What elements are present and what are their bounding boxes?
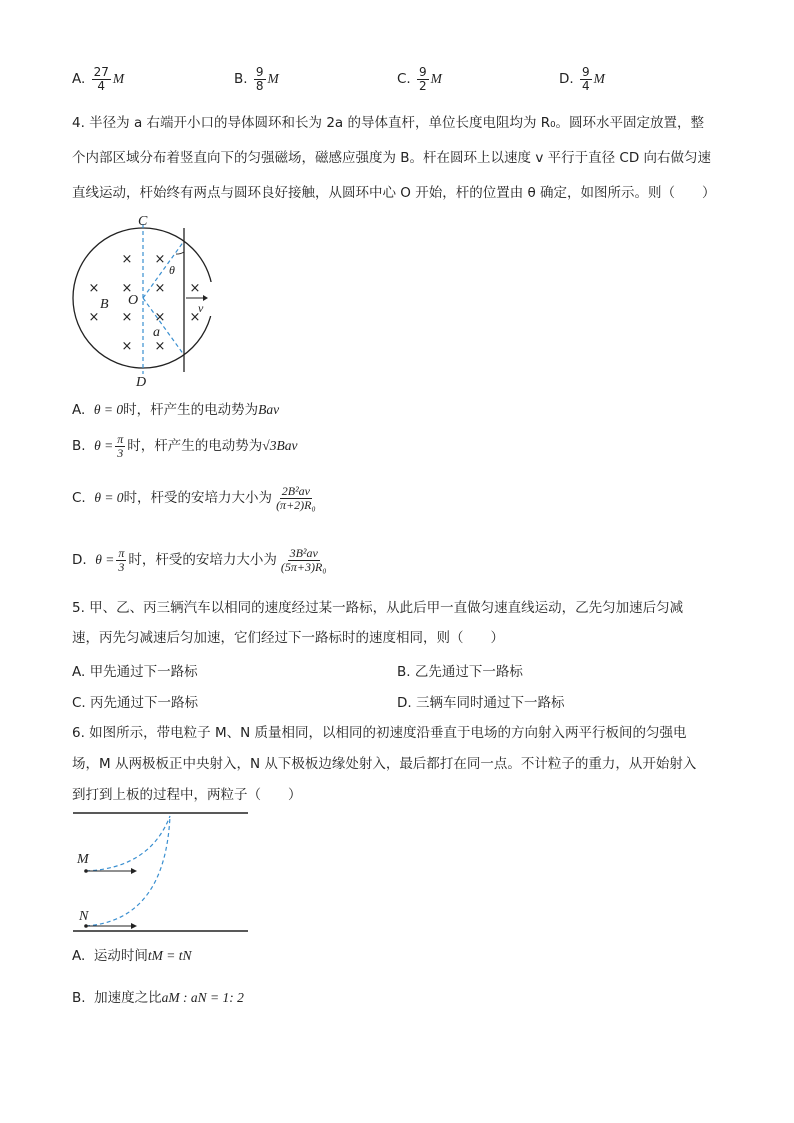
fraction: $\frac{\text{3B²av}}{\text{(5π+3)R₀}}$ <box>280 545 327 574</box>
label-n: N <box>79 909 89 924</box>
velocity-arrowhead <box>203 295 208 301</box>
trajectory-m <box>86 816 170 871</box>
option-label: C. <box>397 71 411 88</box>
fraction: $\frac{9}{2}$ <box>419 65 427 93</box>
label-theta: θ <box>169 263 175 277</box>
ring-gap <box>208 282 218 316</box>
q5-option-b: B. 乙先通过下一路标 <box>397 664 523 680</box>
theta-arc <box>176 252 184 254</box>
label-v: v <box>198 301 204 315</box>
q4-option-d: D. θ = $\frac{\pi}{3}$ 时，杆受的安培力大小为 $\frac{\text{3B²av}}{\text{(5π+3)R₀}}$ <box>72 545 327 574</box>
q6-stem-line-1: 6. 如图所示，带电粒子 M、N 质量相同，以相同的初速度沿垂直于电场的方向射入两平行板间的匀强电 <box>72 725 687 741</box>
cross-mark: × <box>121 281 133 296</box>
cross-mark: × <box>121 339 133 354</box>
q3-option-a: A. $\frac{27}{4}$ M <box>72 65 125 93</box>
option-label: B. <box>234 71 248 88</box>
label-m: M <box>77 852 89 867</box>
fraction: $\frac{9}{8}$ <box>255 65 264 93</box>
q4-option-a: A. θ = 0时，杆产生的电动势为Bav <box>72 402 280 418</box>
q6-stem-line-3: 到打到上板的过程中，两粒子（ ） <box>72 787 302 803</box>
q4-magnetic-field-figure <box>65 212 225 390</box>
option-label: D. <box>559 71 574 88</box>
q3-option-b: B. $\frac{9}{8}$ M <box>234 65 279 93</box>
fraction: $\frac{\text{2B²av}}{\text{(π+2)R₀}}$ <box>276 483 316 512</box>
cross-mark: × <box>189 310 201 325</box>
label-c: C <box>138 214 148 229</box>
cross-mark: × <box>154 310 166 325</box>
label-a: a <box>153 325 160 340</box>
cross-mark: × <box>154 252 166 267</box>
label-b: B <box>100 297 109 312</box>
q3-option-c: C. $\frac{9}{2}$ M <box>397 65 442 93</box>
velocity-arrowhead-m <box>131 868 137 874</box>
q5-stem-line-2: 速，丙先匀减速后匀加速，它们经过下一路标时的速度相同，则（ ） <box>72 630 504 646</box>
cross-mark: × <box>121 310 133 325</box>
q3-option-d: D. $\frac{9}{4}$ M <box>559 65 605 93</box>
q4-option-c: C. θ = 0时，杆受的安培力大小为 $\frac{\text{2B²av}}{\text{(π+2)R₀}}$ <box>72 483 316 512</box>
q4-stem-line-1: 4. 半径为 a 右端开小口的导体圆环和长为 2a 的导体直杆，单位长度电阻均为 R₀。圆环水平固定放置，整 <box>72 115 705 131</box>
velocity-arrowhead-n <box>131 923 137 929</box>
q6-stem-line-2: 场，M 从两极板正中央射入，N 从下极板边缘处射入，最后都打在同一点。不计粒子的重力，从开始射入 <box>72 756 697 772</box>
cross-mark: × <box>88 310 100 325</box>
cross-mark: × <box>88 281 100 296</box>
q4-option-b: B. θ = $\frac{\pi}{3}$ 时，杆产生的电动势为√3Bav <box>72 431 298 460</box>
q6-parallel-plates-figure <box>70 810 255 936</box>
cross-mark: × <box>121 252 133 267</box>
fraction: $\frac{27}{4}$ <box>93 65 109 93</box>
label-d: D <box>136 375 147 390</box>
label-o: O <box>128 293 139 308</box>
cross-mark: × <box>189 281 201 296</box>
fraction: $\frac{9}{4}$ <box>581 65 590 93</box>
q6-option-a: A. 运动时间tM = tN <box>72 948 192 964</box>
q5-stem-line-1: 5. 甲、乙、丙三辆汽车以相同的速度经过某一路标，从此后甲一直做匀速直线运动，乙先匀加速后匀减 <box>72 600 684 616</box>
cross-mark: × <box>154 281 166 296</box>
q5-option-c: C. 丙先通过下一路标 <box>72 695 199 711</box>
q5-option-d: D. 三辆车同时通过下一路标 <box>397 695 565 711</box>
option-label: A. <box>72 71 86 88</box>
cross-mark: × <box>154 339 166 354</box>
q4-stem-line-2: 个内部区域分布着竖直向下的匀强磁场，磁感应强度为 B。杆在圆环上以速度 v 平行于直径 CD 向右做匀速 <box>72 150 712 166</box>
q6-option-b: B. 加速度之比aM : aN = 1: 2 <box>72 990 244 1006</box>
q5-option-a: A. 甲先通过下一路标 <box>72 664 198 680</box>
q4-stem-line-3: 直线运动，杆始终有两点与圆环良好接触，从圆环中心 O 开始，杆的位置由 θ 确定，如图所示。则（ ） <box>72 185 716 201</box>
